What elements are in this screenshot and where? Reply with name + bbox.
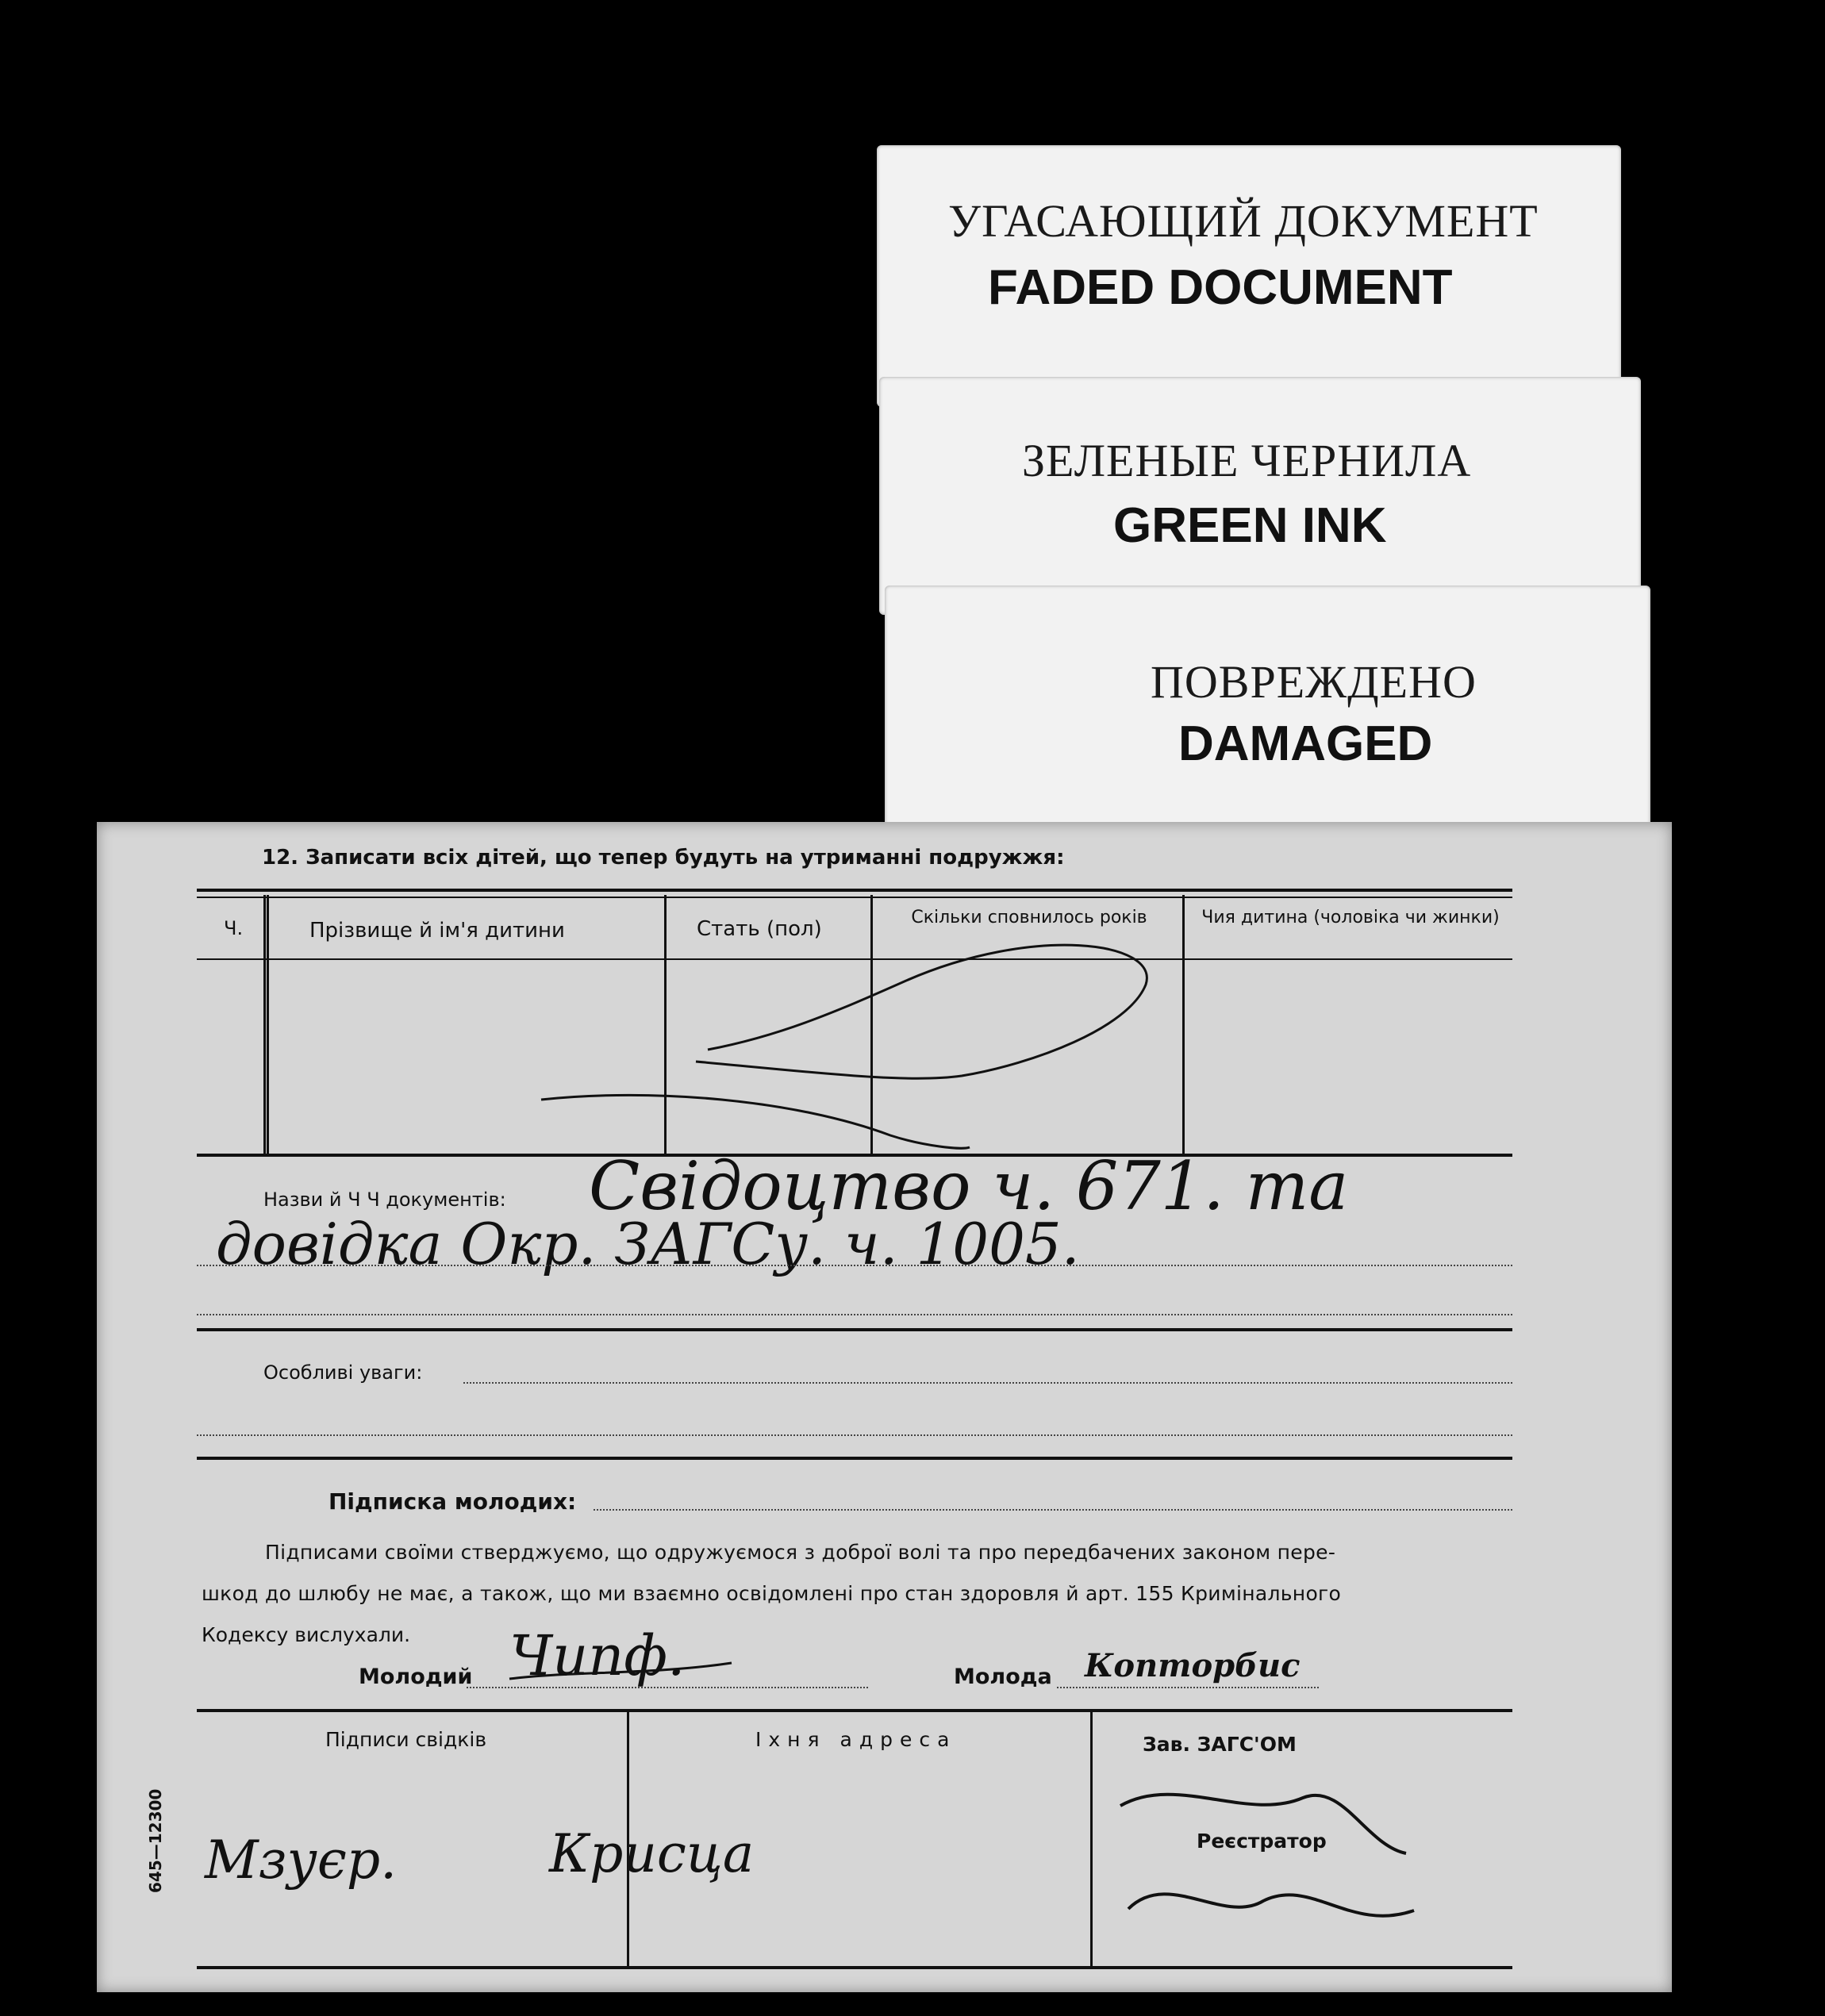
witness-2-signature: Крисца [549,1823,755,1884]
registry-head-label: Зав. ЗАГС'ОМ [1143,1733,1297,1756]
col-parent-header: Чия дитина (чоловіка чи жинки) [1201,908,1500,927]
faded-label-ru: УГАСАЮЩИЙ ДОКУМЕНТ [948,195,1539,247]
section-12-heading: 12. Записати всіх дітей, що тепер будуть на утриманні подружжя: [262,846,1065,870]
documents-handwriting-1: Свідоцтво ч. 671. та [589,1147,1349,1225]
address-header: Іхня адреса [755,1728,957,1751]
declaration-line-1: Підписами своїми стверджуємо, що одружуємося з доброї волі та про передбачених законом пере- [265,1541,1336,1564]
subscription-heading: Підписка молодих: [328,1488,577,1515]
col-child-name-header: Прізвище й ім'я дитини [309,919,565,943]
crossout-stroke [541,1095,970,1148]
bride-label: Молода [954,1665,1052,1689]
damaged-label [885,586,1650,847]
faded-label-en: FADED DOCUMENT [988,260,1453,315]
groom-label: Молодий [359,1665,473,1689]
groom-signature: Чипф. [509,1623,686,1688]
damaged-label-ru: ПОВРЕЖДЕНО [1151,656,1477,708]
handwriting-strokes [97,822,1672,1992]
crossout-loop [696,945,1147,1078]
form-side-code: 645—12300 [146,1788,165,1893]
green-label-ru: ЗЕЛЕНЫЕ ЧЕРНИЛА [1022,435,1472,486]
documents-handwriting-2: довідка Окр. ЗАГСу. ч. 1005. [216,1211,1080,1277]
bride-signature: Копторбис [1085,1647,1301,1684]
green-label-en: GREEN INK [1113,498,1387,553]
witness-1-signature: Мзуєр. [205,1830,398,1891]
documents-label: Назви й Ч Ч документів: [263,1188,506,1211]
col-age-header: Скільки сповнилось років [911,908,1147,927]
faded-document-label [877,145,1621,407]
registry-head-signature-flourish [1128,1894,1414,1915]
declaration-line-3: Кодексу вислухали. [202,1623,411,1646]
notes-label: Особливі уваги: [263,1361,423,1384]
registrar-signature-flourish [1120,1795,1406,1853]
col-number-header: Ч. [224,917,244,939]
groom-signature-flourish [509,1663,732,1679]
declaration-line-2: шкод до шлюбу не має, а також, що ми взаємно освідомлені про стан здоровля й арт. 155 Кримінального [202,1582,1342,1605]
registrar-label: Реєстратор [1197,1830,1327,1853]
damaged-label-en: DAMAGED [1178,716,1433,771]
witnesses-header: Підписи свідків [325,1728,487,1751]
col-sex-header: Стать (пол) [697,917,822,941]
marriage-record-form [97,822,1672,1992]
green-ink-label [879,377,1641,615]
